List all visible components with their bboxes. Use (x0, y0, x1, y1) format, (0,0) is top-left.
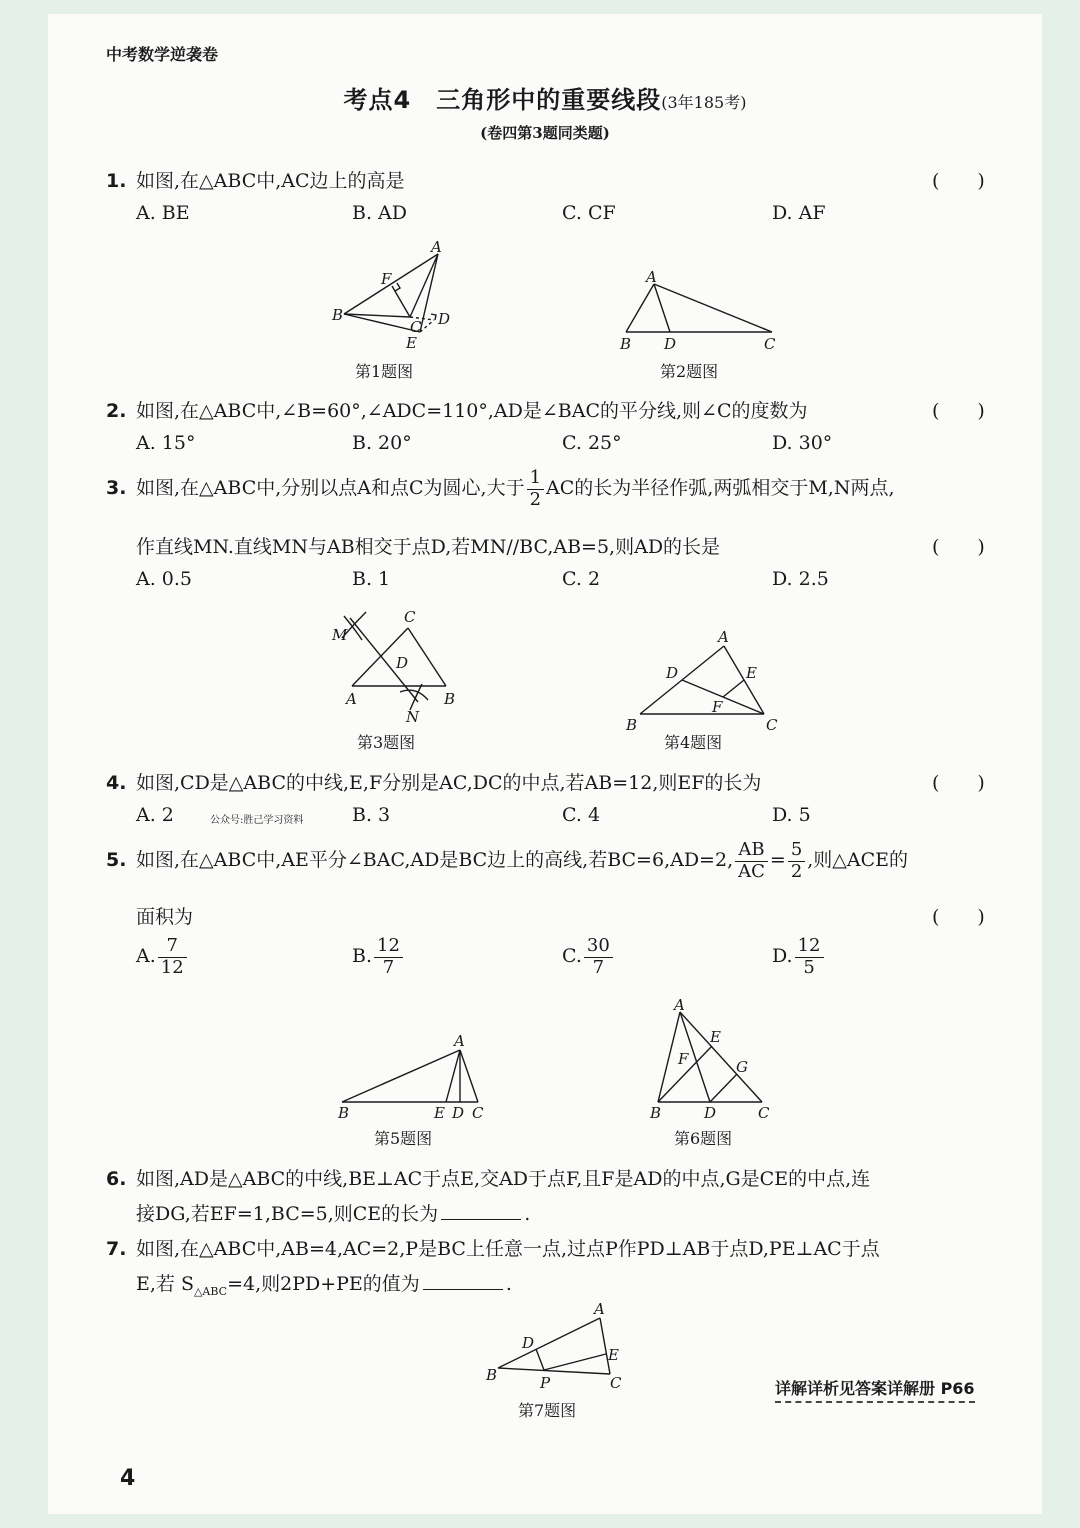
label-C: C (764, 335, 776, 353)
option-b: B. 20° (352, 432, 412, 454)
fraction-ab-ac (735, 840, 768, 882)
label-B: B (338, 1104, 350, 1122)
label-E: E (746, 664, 757, 682)
segment-EF (723, 680, 744, 697)
section-note: (3年185考) (661, 93, 747, 112)
fraction-numerator: 30 (584, 936, 613, 958)
label-E: E (434, 1104, 445, 1122)
segment-CB (408, 628, 446, 686)
question-text: 如图,在△ABC中,AC边上的高是 (136, 170, 405, 192)
option-c: C. CF (562, 202, 616, 224)
label-C: C (472, 1104, 484, 1122)
option-a (136, 936, 189, 978)
arc-N2 (410, 684, 422, 710)
label-D: D (664, 335, 677, 353)
label-F: F (712, 698, 723, 716)
label-C: C (410, 318, 422, 336)
label-E: E (608, 1346, 619, 1364)
arc-N1 (400, 690, 428, 700)
option-letter: B. (352, 945, 373, 968)
section-title (48, 80, 1042, 115)
caption-figure-3: 第3题图 (357, 733, 416, 752)
fraction-numerator: 12 (795, 936, 824, 958)
question-number: 4. (106, 772, 127, 794)
label-C: C (758, 1104, 770, 1122)
answer-paren: ( ) (932, 772, 985, 794)
caption-figure-2: 第2题图 (660, 362, 719, 381)
option-a: A. 15° (136, 432, 196, 454)
label-A: A (594, 1300, 605, 1318)
caption-figure-4: 第4题图 (664, 733, 723, 752)
segment-AC (460, 1050, 478, 1102)
caption-figure-5: 第5题图 (374, 1129, 433, 1148)
caption-figure-7: 第7题图 (518, 1401, 577, 1420)
section-title-text: 考点4 三角形中的重要线段 (343, 86, 662, 114)
right-angle-mark (395, 283, 400, 291)
label-M: M (332, 626, 348, 644)
figure-4 (620, 628, 790, 734)
question-5 (106, 840, 908, 882)
label-E: E (406, 334, 417, 352)
option-b (352, 936, 405, 978)
figure-5 (330, 1032, 500, 1122)
label-B: B (444, 690, 456, 708)
question-4 (106, 768, 761, 795)
label-D: D (452, 1104, 465, 1122)
answer-blank[interactable] (423, 1289, 503, 1290)
fraction-numerator: 1 (527, 468, 544, 490)
label-C: C (766, 716, 778, 734)
area-subscript: △ABC (193, 1284, 228, 1298)
question-5-line-2: 面积为 (136, 906, 194, 928)
question-text: 如图,在△ABC中,分别以点A和点C为圆心,大于 (136, 477, 525, 500)
option-b: B. 3 (352, 804, 391, 826)
label-A: A (646, 268, 657, 286)
answer-blank[interactable] (441, 1219, 521, 1220)
fraction-numerator: AB (735, 840, 768, 862)
option-letter: D. (772, 945, 793, 968)
option-fraction (795, 936, 824, 978)
question-text: 如图,在△ABC中,∠B=60°,∠ADC=110°,AD是∠BAC的平分线,则∠C的度数为 (136, 400, 808, 422)
option-fraction (374, 936, 403, 978)
fraction-denominator: AC (738, 860, 765, 882)
option-c: C. 2 (562, 568, 601, 590)
option-letter: A. (136, 945, 156, 968)
option-d: D. AF (772, 202, 826, 224)
label-A: A (431, 238, 442, 256)
segment-DG (710, 1074, 737, 1102)
question-1 (106, 166, 405, 193)
fraction-numerator: 5 (788, 840, 805, 862)
series-title: 中考数学逆袭卷 (106, 45, 219, 64)
label-C: C (404, 608, 416, 626)
label-B: B (332, 306, 344, 324)
label-F: F (678, 1050, 689, 1068)
figure-1 (318, 236, 478, 356)
label-B: B (486, 1366, 498, 1384)
caption-figure-1: 第1题图 (355, 362, 414, 381)
option-b: B. 1 (352, 568, 391, 590)
page (48, 14, 1042, 1514)
option-a: A. 2 (136, 804, 174, 826)
option-c: C. 4 (562, 804, 601, 826)
label-B: B (626, 716, 638, 734)
label-A: A (718, 628, 729, 646)
equals-sign: = (769, 849, 786, 872)
option-d (772, 936, 826, 978)
label-A: A (674, 996, 685, 1014)
option-a: A. BE (136, 202, 190, 224)
section-subtitle: (卷四第3题同类题) (480, 124, 610, 142)
segment-AE (420, 254, 438, 332)
question-number: 7. (106, 1238, 127, 1260)
question-6 (106, 1164, 870, 1191)
caption-figure-6: 第6题图 (674, 1129, 733, 1148)
question-text: 如图,在△ABC中,AB=4,AC=2,P是BC上任意一点,过点P作PD⊥AB于点D,PE⊥AC于点 (136, 1238, 880, 1260)
segment-PD (536, 1349, 544, 1370)
segment-BA (498, 1318, 600, 1368)
question-end: . (524, 1203, 531, 1225)
segment-PE (544, 1354, 606, 1370)
segment-BC (498, 1368, 610, 1374)
figure-3 (328, 606, 478, 726)
option-c: C. 25° (562, 432, 622, 454)
label-B: B (650, 1104, 662, 1122)
answer-paren: ( ) (932, 536, 985, 558)
right-angle-mark (431, 314, 436, 320)
label-N: N (406, 708, 420, 726)
fraction-five-halves (788, 840, 805, 882)
question-text-cont: =4,则2PD+PE的值为 (227, 1273, 420, 1295)
segment-CF (392, 286, 410, 317)
question-text-cont: ,则△ACE的 (807, 849, 909, 872)
label-D: D (396, 654, 409, 672)
question-7 (106, 1234, 880, 1261)
figure-7 (482, 1302, 642, 1394)
fraction-numerator: 12 (374, 936, 403, 958)
answer-reference: 详解详析见答案详解册 P66 (775, 1376, 975, 1403)
question-number: 3. (106, 477, 127, 500)
option-fraction (584, 936, 613, 978)
label-B: B (620, 335, 632, 353)
fraction-denominator: 7 (592, 956, 605, 978)
question-number: 2. (106, 400, 127, 422)
option-c (562, 936, 615, 978)
label-D: D (666, 664, 679, 682)
label-D: D (438, 310, 451, 328)
question-6-line-2 (136, 1199, 530, 1226)
label-A: A (346, 690, 357, 708)
question-text: 如图,在△ABC中,AE平分∠BAC,AD是BC边上的高线,若BC=6,AD=2, (136, 849, 734, 872)
fraction-denominator: 12 (160, 956, 184, 978)
option-d: D. 30° (772, 432, 833, 454)
question-text-cont: E,若 S (136, 1273, 194, 1295)
option-a: A. 0.5 (136, 568, 193, 590)
question-text: 如图,AD是△ABC的中线,BE⊥AC于点E,交AD于点F,且F是AD的中点,G是CE的中点,连 (136, 1168, 871, 1190)
label-D: D (704, 1104, 717, 1122)
question-text-cont: 接DG,若EF=1,BC=5,则CE的长为 (136, 1203, 439, 1225)
segment-AC (654, 284, 772, 332)
watermark-text: 公众号:胜己学习资料 (210, 815, 304, 826)
label-E: E (710, 1028, 721, 1046)
option-d: D. 2.5 (772, 568, 829, 590)
question-number: 5. (106, 849, 127, 872)
segment-AE (446, 1050, 460, 1102)
fraction-denominator: 2 (529, 488, 542, 510)
label-G: G (736, 1058, 748, 1076)
fraction-denominator: 7 (382, 956, 395, 978)
fraction-one-half (527, 468, 544, 510)
answer-paren: ( ) (932, 906, 985, 928)
option-letter: C. (562, 945, 582, 968)
fraction-denominator: 2 (790, 860, 803, 882)
question-7-line-2 (136, 1269, 512, 1298)
page-number: 4 (120, 1466, 136, 1491)
fraction-denominator: 5 (803, 956, 815, 978)
question-3 (106, 468, 895, 510)
question-number: 1. (106, 170, 127, 192)
segment-AC (680, 1012, 762, 1102)
option-fraction (158, 936, 187, 978)
label-P: P (540, 1374, 551, 1392)
label-C: C (610, 1374, 622, 1392)
fraction-numerator: 7 (158, 936, 187, 958)
option-b: B. AD (352, 202, 407, 224)
figure-2 (610, 268, 790, 362)
question-text-cont: AC的长为半径作弧,两弧相交于M,N两点, (546, 477, 895, 500)
question-number: 6. (106, 1168, 127, 1190)
segment-BA (342, 1050, 460, 1102)
label-F: F (381, 270, 392, 288)
question-text: 如图,CD是△ABC的中线,E,F分别是AC,DC的中点,若AB=12,则EF的长为 (136, 772, 762, 794)
label-D: D (522, 1334, 535, 1352)
question-end: . (505, 1273, 512, 1295)
segment-AD (654, 284, 670, 332)
question-3-line-2: 作直线MN.直线MN与AB相交于点D,若MN//BC,AB=5,则AD的长是 (136, 536, 721, 558)
figure-6 (634, 998, 794, 1122)
label-A: A (454, 1032, 465, 1050)
segment-BA (658, 1012, 680, 1102)
question-2 (106, 396, 808, 423)
answer-paren: ( ) (932, 170, 985, 192)
answer-paren: ( ) (932, 400, 985, 422)
option-d: D. 5 (772, 804, 811, 826)
segment-BA (626, 284, 654, 332)
